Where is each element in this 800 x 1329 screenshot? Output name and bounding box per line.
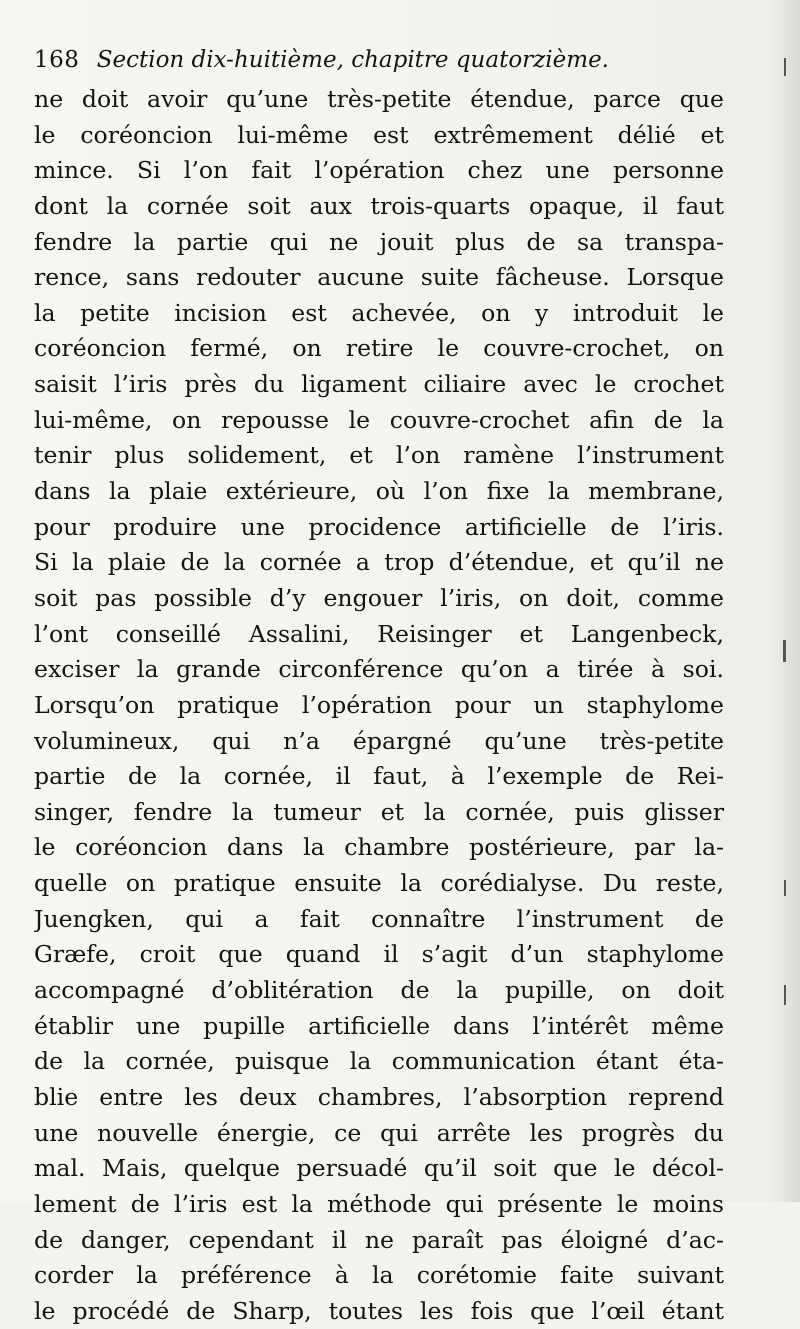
text-line: tenir plus solidement, et l’on ramène l’instrument [34,441,724,470]
gutter-mark [784,880,786,896]
text-line: saisit l’iris près du ligament ciliaire avec le crochet [34,370,724,399]
text-line: soit pas possible d’y engouer l’iris, on doit, comme [34,583,724,612]
text-line: mince. Si l’on fait l’opération chez une personne [34,156,724,185]
text-line: blie entre les deux chambres, l’absorption reprend [34,1082,724,1111]
page-number: 168 [34,47,80,73]
text-line: fendre la partie qui ne jouit plus de sa transpa- [34,227,724,256]
gutter-mark [784,985,786,1005]
text-line: dans la plaie extérieure, où l’on fixe la membrane, [34,477,724,506]
text-line: le procédé de Sharp, toutes les fois que l’œil étant [34,1296,724,1325]
page-header [34,40,754,80]
page-gutter-shadow [772,0,800,1202]
text-line: Juengken, qui a fait connaître l’instrument de [34,904,724,933]
text-line: de danger, cependant il ne paraît pas éloigné d’ac- [34,1225,724,1254]
gutter-mark [784,58,786,76]
text-line: accompagné d’oblitération de la pupille, on doit [34,976,724,1005]
text-line: mal. Mais, quelque persuadé qu’il soit que le décol- [34,1154,724,1183]
text-line: établir une pupille artificielle dans l’intérêt même [34,1011,724,1040]
text-line: coréoncion fermé, on retire le couvre-crochet, on [34,334,724,363]
text-line: lui-même, on repousse le couvre-crochet afin de la [34,405,724,434]
text-line: ne doit avoir qu’une très-petite étendue, parce que [34,85,724,113]
gutter-mark [783,640,786,662]
body-text [34,82,724,1329]
text-line: Græfe, croit que quand il s’agit d’un staphylome [34,940,724,969]
text-line: le coréoncion lui-même est extrêmement délié et [34,120,724,149]
text-line: l’ont conseillé Assalini, Reisinger et Langenbeck, [34,619,724,648]
text-line: pour produire une procidence artificielle de l’iris. [34,512,724,541]
text-line: de la cornée, puisque la communication étant éta- [34,1047,724,1076]
text-line: une nouvelle énergie, ce qui arrête les progrès du [34,1118,724,1147]
text-line: lement de l’iris est la méthode qui présente le moins [34,1189,724,1218]
text-line: le coréoncion dans la chambre postérieure, par la- [34,833,724,862]
text-line: corder la préférence à la corétomie faite suivant [34,1261,724,1290]
text-line: exciser la grande circonférence qu’on a tirée à soi. [34,655,724,684]
text-line: rence, sans redouter aucune suite fâcheuse. Lorsque [34,263,724,292]
text-line: Si la plaie de la cornée a trop d’étendue, et qu’il ne [34,548,724,577]
text-line: la petite incision est achevée, on y introduit le [34,298,724,327]
text-line: partie de la cornée, il faut, à l’exemple de Rei- [34,762,724,791]
text-line: Lorsqu’on pratique l’opération pour un staphylome [34,690,724,719]
running-head: Section dix-huitième, chapitre quatorzième. [96,47,609,73]
text-line: singer, fendre la tumeur et la cornée, puis glisser [34,797,724,826]
text-line: quelle on pratique ensuite la corédialyse. Du reste, [34,869,724,898]
text-line: dont la cornée soit aux trois-quarts opaque, il faut [34,191,724,220]
text-line: volumineux, qui n’a épargné qu’une très-petite [34,726,724,755]
